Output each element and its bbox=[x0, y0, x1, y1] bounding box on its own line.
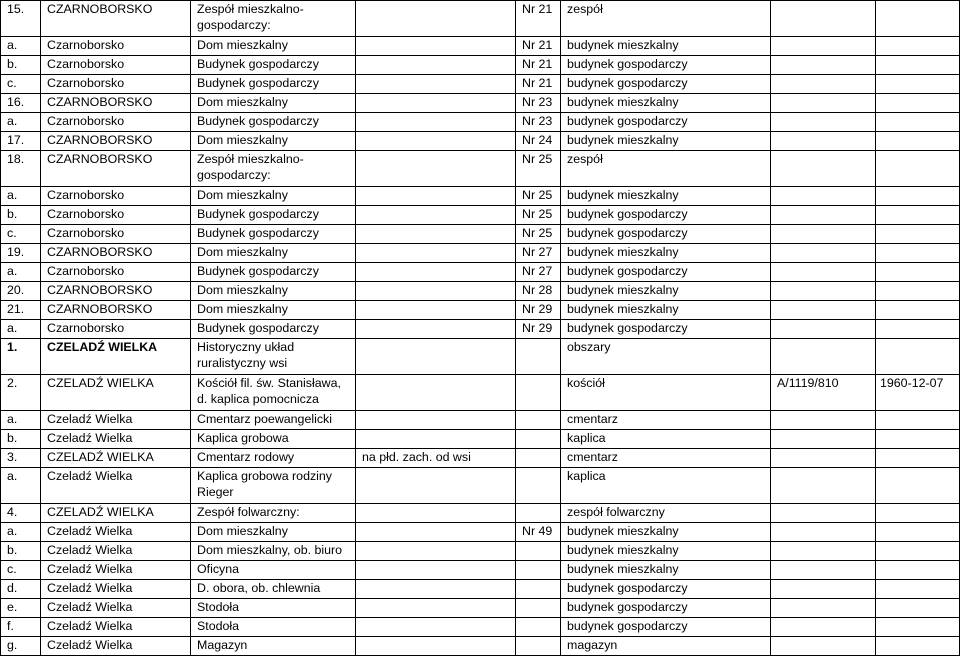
row-number-cell: a. bbox=[1, 187, 41, 206]
object-name-cell: Dom mieszkalny bbox=[191, 187, 356, 206]
row-number-cell: a. bbox=[1, 320, 41, 339]
object-name-cell: Zespół mieszkalno- gospodarczy: bbox=[191, 151, 356, 187]
locality-cell: CZARNOBORSKO bbox=[41, 301, 191, 320]
object-name-cell: Kaplica grobowa bbox=[191, 430, 356, 449]
register-number-cell bbox=[771, 187, 876, 206]
table-row bbox=[1, 411, 960, 430]
register-date-cell bbox=[876, 580, 960, 599]
location-note-cell bbox=[356, 580, 516, 599]
object-type-cell: budynek gospodarczy bbox=[561, 75, 771, 94]
object-type-cell: budynek gospodarczy bbox=[561, 320, 771, 339]
location-note-cell bbox=[356, 151, 516, 187]
register-number-cell bbox=[771, 263, 876, 282]
table-row bbox=[1, 468, 960, 504]
register-number-cell bbox=[771, 225, 876, 244]
table-row bbox=[1, 430, 960, 449]
object-type-cell: zespół folwarczny bbox=[561, 504, 771, 523]
location-note-cell bbox=[356, 263, 516, 282]
house-number-cell: Nr 23 bbox=[516, 113, 561, 132]
table-row bbox=[1, 375, 960, 411]
table-row bbox=[1, 320, 960, 339]
locality-cell: CZELADŹ WIELKA bbox=[41, 504, 191, 523]
house-number-cell: Nr 27 bbox=[516, 263, 561, 282]
row-number-cell: 3. bbox=[1, 449, 41, 468]
row-number-cell: c. bbox=[1, 225, 41, 244]
object-type-cell: budynek mieszkalny bbox=[561, 94, 771, 113]
object-type-cell: budynek gospodarczy bbox=[561, 618, 771, 637]
object-name-cell: Dom mieszkalny bbox=[191, 282, 356, 301]
object-name-cell: Budynek gospodarczy bbox=[191, 56, 356, 75]
row-number-cell: 19. bbox=[1, 244, 41, 263]
locality-cell: Czeladź Wielka bbox=[41, 523, 191, 542]
table-row bbox=[1, 113, 960, 132]
object-name-cell: Zespół folwarczny: bbox=[191, 504, 356, 523]
location-note-cell bbox=[356, 244, 516, 263]
object-type-cell: budynek gospodarczy bbox=[561, 225, 771, 244]
house-number-cell bbox=[516, 449, 561, 468]
locality-cell: Czarnoborsko bbox=[41, 56, 191, 75]
register-number-cell bbox=[771, 637, 876, 656]
row-number-cell: 15. bbox=[1, 1, 41, 37]
register-date-cell bbox=[876, 320, 960, 339]
table-row bbox=[1, 637, 960, 656]
table-row bbox=[1, 542, 960, 561]
locality-cell: CZARNOBORSKO bbox=[41, 1, 191, 37]
house-number-cell bbox=[516, 580, 561, 599]
row-number-cell: b. bbox=[1, 542, 41, 561]
register-date-cell bbox=[876, 599, 960, 618]
register-number-cell bbox=[771, 580, 876, 599]
register-date-cell bbox=[876, 449, 960, 468]
location-note-cell bbox=[356, 75, 516, 94]
table-row bbox=[1, 132, 960, 151]
location-note-cell bbox=[356, 94, 516, 113]
object-type-cell: budynek mieszkalny bbox=[561, 542, 771, 561]
table-row bbox=[1, 301, 960, 320]
locality-cell: Czarnoborsko bbox=[41, 37, 191, 56]
object-type-cell: budynek gospodarczy bbox=[561, 580, 771, 599]
location-note-cell bbox=[356, 375, 516, 411]
locality-cell: CZELADŹ WIELKA bbox=[41, 339, 191, 375]
locality-cell: Czarnoborsko bbox=[41, 320, 191, 339]
table-row bbox=[1, 37, 960, 56]
object-name-cell: Dom mieszkalny bbox=[191, 37, 356, 56]
register-number-cell bbox=[771, 320, 876, 339]
object-name-cell: Stodoła bbox=[191, 618, 356, 637]
register-date-cell bbox=[876, 37, 960, 56]
location-note-cell bbox=[356, 637, 516, 656]
house-number-cell: Nr 21 bbox=[516, 1, 561, 37]
register-date-cell bbox=[876, 94, 960, 113]
location-note-cell bbox=[356, 618, 516, 637]
house-number-cell: Nr 23 bbox=[516, 94, 561, 113]
house-number-cell: Nr 28 bbox=[516, 282, 561, 301]
register-date-cell bbox=[876, 244, 960, 263]
house-number-cell: Nr 27 bbox=[516, 244, 561, 263]
location-note-cell bbox=[356, 542, 516, 561]
locality-cell: Czeladź Wielka bbox=[41, 580, 191, 599]
house-number-cell bbox=[516, 561, 561, 580]
house-number-cell: Nr 29 bbox=[516, 301, 561, 320]
locality-cell: CZARNOBORSKO bbox=[41, 244, 191, 263]
row-number-cell: 17. bbox=[1, 132, 41, 151]
locality-cell: Czeladź Wielka bbox=[41, 430, 191, 449]
house-number-cell: Nr 21 bbox=[516, 37, 561, 56]
register-date-cell bbox=[876, 430, 960, 449]
house-number-cell: Nr 21 bbox=[516, 75, 561, 94]
table-row bbox=[1, 504, 960, 523]
table-row bbox=[1, 151, 960, 187]
object-type-cell: cmentarz bbox=[561, 411, 771, 430]
locality-cell: Czeladź Wielka bbox=[41, 411, 191, 430]
object-type-cell: budynek mieszkalny bbox=[561, 523, 771, 542]
location-note-cell bbox=[356, 523, 516, 542]
house-number-cell: Nr 25 bbox=[516, 151, 561, 187]
locality-cell: Czarnoborsko bbox=[41, 206, 191, 225]
locality-cell: Czarnoborsko bbox=[41, 263, 191, 282]
location-note-cell bbox=[356, 113, 516, 132]
register-date-cell bbox=[876, 75, 960, 94]
location-note-cell bbox=[356, 301, 516, 320]
locality-cell: CZARNOBORSKO bbox=[41, 132, 191, 151]
locality-cell: Czarnoborsko bbox=[41, 113, 191, 132]
table-body bbox=[1, 1, 960, 656]
register-number-cell bbox=[771, 37, 876, 56]
locality-cell: CZARNOBORSKO bbox=[41, 282, 191, 301]
row-number-cell: c. bbox=[1, 75, 41, 94]
table-row bbox=[1, 449, 960, 468]
row-number-cell: a. bbox=[1, 37, 41, 56]
row-number-cell: b. bbox=[1, 56, 41, 75]
locality-cell: Czeladź Wielka bbox=[41, 618, 191, 637]
locality-cell: CZELADŹ WIELKA bbox=[41, 449, 191, 468]
register-date-cell bbox=[876, 468, 960, 504]
row-number-cell: 18. bbox=[1, 151, 41, 187]
row-number-cell: a. bbox=[1, 523, 41, 542]
row-number-cell: f. bbox=[1, 618, 41, 637]
locality-cell: Czarnoborsko bbox=[41, 75, 191, 94]
object-name-cell: Historyczny układ ruralistyczny wsi bbox=[191, 339, 356, 375]
object-name-cell: Dom mieszkalny bbox=[191, 301, 356, 320]
object-type-cell: budynek gospodarczy bbox=[561, 263, 771, 282]
locality-cell: Czeladź Wielka bbox=[41, 468, 191, 504]
register-number-cell bbox=[771, 113, 876, 132]
object-name-cell: Budynek gospodarczy bbox=[191, 113, 356, 132]
location-note-cell bbox=[356, 320, 516, 339]
locality-cell: Czeladź Wielka bbox=[41, 561, 191, 580]
register-date-cell bbox=[876, 618, 960, 637]
register-date-cell: 1960-12-07 bbox=[876, 375, 960, 411]
house-number-cell: Nr 25 bbox=[516, 206, 561, 225]
house-number-cell bbox=[516, 618, 561, 637]
object-name-cell: Dom mieszkalny, ob. biuro bbox=[191, 542, 356, 561]
house-number-cell: Nr 25 bbox=[516, 225, 561, 244]
object-type-cell: kaplica bbox=[561, 468, 771, 504]
row-number-cell: b. bbox=[1, 430, 41, 449]
register-date-cell bbox=[876, 637, 960, 656]
register-date-cell bbox=[876, 263, 960, 282]
register-date-cell bbox=[876, 411, 960, 430]
table-row bbox=[1, 339, 960, 375]
register-date-cell bbox=[876, 206, 960, 225]
row-number-cell: 16. bbox=[1, 94, 41, 113]
row-number-cell: a. bbox=[1, 468, 41, 504]
register-number-cell bbox=[771, 132, 876, 151]
register-date-cell bbox=[876, 504, 960, 523]
object-name-cell: Budynek gospodarczy bbox=[191, 75, 356, 94]
table-row bbox=[1, 75, 960, 94]
table-row bbox=[1, 56, 960, 75]
object-type-cell: budynek gospodarczy bbox=[561, 599, 771, 618]
object-type-cell: budynek mieszkalny bbox=[561, 282, 771, 301]
table-row bbox=[1, 94, 960, 113]
location-note-cell bbox=[356, 282, 516, 301]
object-type-cell: budynek gospodarczy bbox=[561, 56, 771, 75]
house-number-cell: Nr 49 bbox=[516, 523, 561, 542]
house-number-cell bbox=[516, 468, 561, 504]
register-number-cell bbox=[771, 94, 876, 113]
register-date-cell bbox=[876, 225, 960, 244]
house-number-cell bbox=[516, 411, 561, 430]
location-note-cell bbox=[356, 599, 516, 618]
location-note-cell bbox=[356, 225, 516, 244]
locality-cell: CZELADŹ WIELKA bbox=[41, 375, 191, 411]
object-name-cell: Kaplica grobowa rodziny Rieger bbox=[191, 468, 356, 504]
register-number-cell bbox=[771, 599, 876, 618]
table-row bbox=[1, 206, 960, 225]
object-type-cell: magazyn bbox=[561, 637, 771, 656]
table-row bbox=[1, 282, 960, 301]
register-number-cell bbox=[771, 618, 876, 637]
object-name-cell: Cmentarz rodowy bbox=[191, 449, 356, 468]
row-number-cell: 2. bbox=[1, 375, 41, 411]
object-name-cell: Oficyna bbox=[191, 561, 356, 580]
register-number-cell bbox=[771, 206, 876, 225]
register-number-cell bbox=[771, 504, 876, 523]
register-number-cell bbox=[771, 430, 876, 449]
table-row bbox=[1, 263, 960, 282]
object-name-cell: Dom mieszkalny bbox=[191, 94, 356, 113]
location-note-cell bbox=[356, 56, 516, 75]
house-number-cell: Nr 29 bbox=[516, 320, 561, 339]
house-number-cell bbox=[516, 542, 561, 561]
object-name-cell: Stodoła bbox=[191, 599, 356, 618]
locality-cell: CZARNOBORSKO bbox=[41, 151, 191, 187]
object-type-cell: budynek mieszkalny bbox=[561, 244, 771, 263]
location-note-cell bbox=[356, 430, 516, 449]
location-note-cell bbox=[356, 187, 516, 206]
location-note-cell bbox=[356, 468, 516, 504]
register-date-cell bbox=[876, 1, 960, 37]
table-row bbox=[1, 618, 960, 637]
locality-cell: Czeladź Wielka bbox=[41, 599, 191, 618]
object-name-cell: Budynek gospodarczy bbox=[191, 206, 356, 225]
row-number-cell: a. bbox=[1, 263, 41, 282]
locality-cell: CZARNOBORSKO bbox=[41, 94, 191, 113]
house-number-cell bbox=[516, 430, 561, 449]
register-number-cell bbox=[771, 523, 876, 542]
object-name-cell: D. obora, ob. chlewnia bbox=[191, 580, 356, 599]
register-date-cell bbox=[876, 113, 960, 132]
object-name-cell: Dom mieszkalny bbox=[191, 523, 356, 542]
object-name-cell: Dom mieszkalny bbox=[191, 132, 356, 151]
object-type-cell: zespół bbox=[561, 1, 771, 37]
location-note-cell bbox=[356, 561, 516, 580]
table-row bbox=[1, 187, 960, 206]
register-number-cell bbox=[771, 301, 876, 320]
row-number-cell: 1. bbox=[1, 339, 41, 375]
object-name-cell: Zespół mieszkalno- gospodarczy: bbox=[191, 1, 356, 37]
row-number-cell: 20. bbox=[1, 282, 41, 301]
house-number-cell bbox=[516, 637, 561, 656]
object-name-cell: Cmentarz poewangelicki bbox=[191, 411, 356, 430]
object-name-cell: Budynek gospodarczy bbox=[191, 320, 356, 339]
object-type-cell: kościół bbox=[561, 375, 771, 411]
row-number-cell: g. bbox=[1, 637, 41, 656]
table-row bbox=[1, 225, 960, 244]
object-type-cell: budynek mieszkalny bbox=[561, 132, 771, 151]
house-number-cell: Nr 24 bbox=[516, 132, 561, 151]
location-note-cell bbox=[356, 206, 516, 225]
object-type-cell: budynek gospodarczy bbox=[561, 113, 771, 132]
row-number-cell: a. bbox=[1, 113, 41, 132]
register-number-cell bbox=[771, 75, 876, 94]
register-number-cell bbox=[771, 468, 876, 504]
register-number-cell bbox=[771, 339, 876, 375]
row-number-cell: a. bbox=[1, 411, 41, 430]
object-name-cell: Dom mieszkalny bbox=[191, 244, 356, 263]
register-date-cell bbox=[876, 132, 960, 151]
locality-cell: Czeladź Wielka bbox=[41, 542, 191, 561]
locality-cell: Czarnoborsko bbox=[41, 187, 191, 206]
location-note-cell bbox=[356, 1, 516, 37]
table-row bbox=[1, 561, 960, 580]
object-name-cell: Budynek gospodarczy bbox=[191, 225, 356, 244]
row-number-cell: d. bbox=[1, 580, 41, 599]
register-number-cell bbox=[771, 542, 876, 561]
object-name-cell: Kościół fil. św. Stanisława, d. kaplica pomocnicza bbox=[191, 375, 356, 411]
object-type-cell: obszary bbox=[561, 339, 771, 375]
object-type-cell: budynek mieszkalny bbox=[561, 187, 771, 206]
house-number-cell bbox=[516, 599, 561, 618]
register-number-cell bbox=[771, 56, 876, 75]
object-type-cell: zespół bbox=[561, 151, 771, 187]
register-number-cell: A/1119/810 bbox=[771, 375, 876, 411]
row-number-cell: c. bbox=[1, 561, 41, 580]
row-number-cell: 4. bbox=[1, 504, 41, 523]
house-number-cell bbox=[516, 375, 561, 411]
object-type-cell: budynek mieszkalny bbox=[561, 561, 771, 580]
register-date-cell bbox=[876, 542, 960, 561]
table-row bbox=[1, 523, 960, 542]
house-number-cell bbox=[516, 504, 561, 523]
location-note-cell bbox=[356, 339, 516, 375]
object-type-cell: cmentarz bbox=[561, 449, 771, 468]
row-number-cell: 21. bbox=[1, 301, 41, 320]
register-number-cell bbox=[771, 449, 876, 468]
table-row bbox=[1, 580, 960, 599]
house-number-cell bbox=[516, 339, 561, 375]
house-number-cell: Nr 25 bbox=[516, 187, 561, 206]
register-date-cell bbox=[876, 151, 960, 187]
locality-cell: Czarnoborsko bbox=[41, 225, 191, 244]
object-type-cell: budynek gospodarczy bbox=[561, 206, 771, 225]
location-note-cell bbox=[356, 504, 516, 523]
register-number-cell bbox=[771, 561, 876, 580]
object-name-cell: Budynek gospodarczy bbox=[191, 263, 356, 282]
register-date-cell bbox=[876, 282, 960, 301]
register-number-cell bbox=[771, 1, 876, 37]
register-date-cell bbox=[876, 523, 960, 542]
register-date-cell bbox=[876, 561, 960, 580]
row-number-cell: e. bbox=[1, 599, 41, 618]
register-number-cell bbox=[771, 411, 876, 430]
register-number-cell bbox=[771, 244, 876, 263]
location-note-cell: na płd. zach. od wsi bbox=[356, 449, 516, 468]
table-row bbox=[1, 244, 960, 263]
locality-cell: Czeladź Wielka bbox=[41, 637, 191, 656]
row-number-cell: b. bbox=[1, 206, 41, 225]
location-note-cell bbox=[356, 411, 516, 430]
object-type-cell: budynek mieszkalny bbox=[561, 37, 771, 56]
register-date-cell bbox=[876, 56, 960, 75]
register-date-cell bbox=[876, 187, 960, 206]
location-note-cell bbox=[356, 37, 516, 56]
table-row bbox=[1, 599, 960, 618]
register-number-cell bbox=[771, 151, 876, 187]
object-type-cell: kaplica bbox=[561, 430, 771, 449]
house-number-cell: Nr 21 bbox=[516, 56, 561, 75]
register-number-cell bbox=[771, 282, 876, 301]
object-name-cell: Magazyn bbox=[191, 637, 356, 656]
location-note-cell bbox=[356, 132, 516, 151]
table-row bbox=[1, 1, 960, 37]
register-date-cell bbox=[876, 339, 960, 375]
register-date-cell bbox=[876, 301, 960, 320]
object-type-cell: budynek mieszkalny bbox=[561, 301, 771, 320]
